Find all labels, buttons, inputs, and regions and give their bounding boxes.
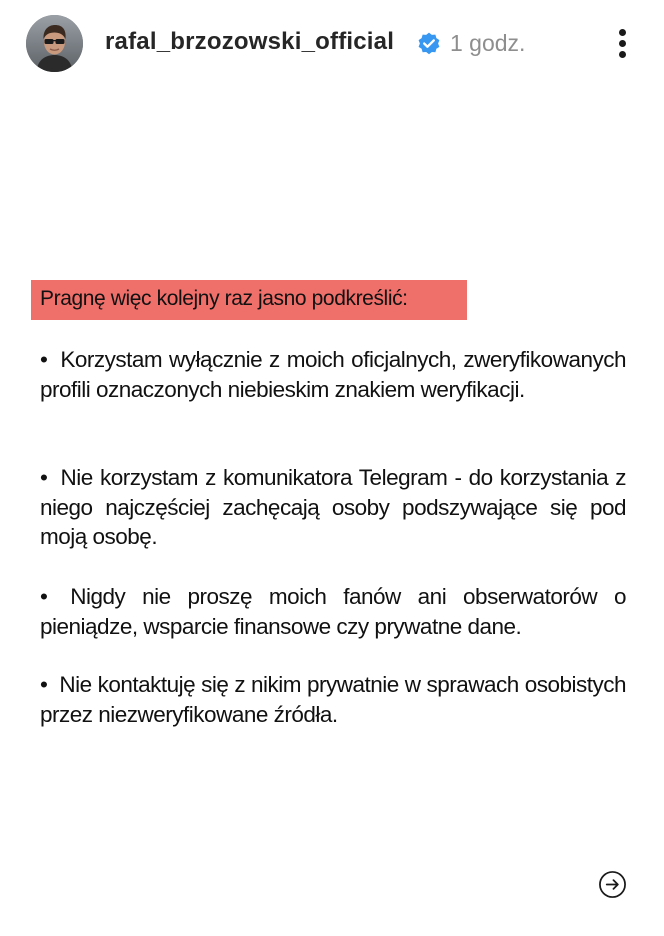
- post-header: [0, 0, 664, 88]
- bullet-glyph: •: [40, 347, 48, 372]
- username[interactable]: rafal_brzozowski_official: [105, 28, 395, 55]
- more-dot: [619, 29, 626, 36]
- bullet-glyph: •: [40, 584, 48, 609]
- bullet-text: Nie kontaktuję się z nikim prywatnie w sprawach osobistych przez niezweryfikowane źródła.: [40, 672, 626, 727]
- bullet-point-2: [40, 463, 626, 552]
- profile-avatar[interactable]: [26, 15, 83, 72]
- more-options-icon[interactable]: [610, 27, 636, 61]
- bullet-text: Korzystam wyłącznie z moich oficjalnych, zweryfikowanych profili oznaczonych niebieskim znakiem weryfikacji.: [40, 347, 626, 402]
- avatar-image: [26, 15, 83, 72]
- bullet-text: Nie korzystam z komunikatora Telegram - do korzystania z niego najczęściej zachęcają osoby podszywające się pod moją osobę.: [40, 465, 626, 549]
- bullet-glyph: •: [40, 672, 48, 697]
- post-time: 1 godz.: [450, 30, 526, 56]
- highlight-heading: Pragnę więc kolejny raz jasno podkreślić:: [40, 287, 408, 310]
- bullet-point-4: [40, 670, 626, 729]
- bullet-point-1: [40, 345, 626, 404]
- arrow-right-circle-icon[interactable]: [598, 870, 627, 899]
- verified-badge-icon: [416, 31, 442, 57]
- bullet-glyph: •: [40, 465, 48, 490]
- more-dot: [619, 51, 626, 58]
- more-dot: [619, 40, 626, 47]
- bullet-point-3: [40, 582, 626, 641]
- bullet-text: Nigdy nie proszę moich fanów ani obserwatorów o pieniądze, wsparcie finansowe czy prywatne dane.: [40, 584, 626, 639]
